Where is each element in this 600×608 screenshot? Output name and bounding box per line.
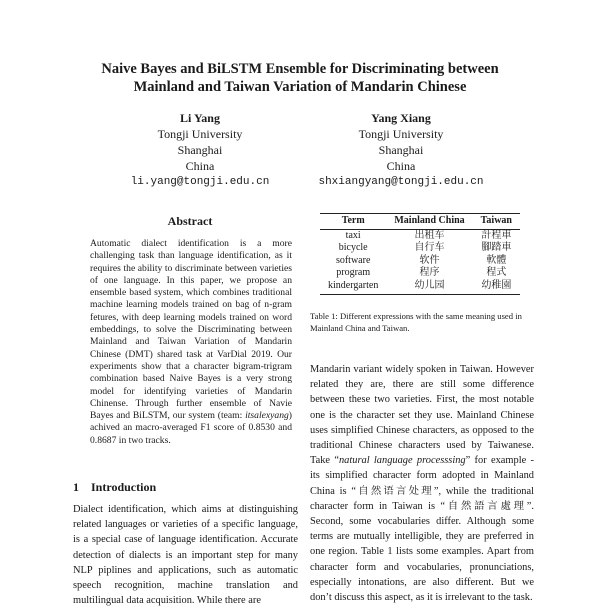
abstract-part-2: ) achived an macro-averaged F1 score of 0.8530 and 0.8687 in two tracks. <box>90 410 292 446</box>
table-cell: 幼儿园 <box>386 280 472 295</box>
author-email: shxiangyang@tongji.edu.cn <box>318 176 484 188</box>
table-row <box>320 267 520 280</box>
right-part-2: ” for example - its simplified character form adopted in Mainland China is “自然语言处理”, while the traditional character form in Taiwan is “自然語言處理”. Second, some vocabularies differ. Although some terms are mutually intelligible, they are preferred in one region. Table 1 lists some examples. Apart from character form and vocabularies, pronunciations, especially intonations, are also different. But we don’t discuss this aspect, as it is irrelevant to the task. <box>310 455 534 604</box>
author-email: li.yang@tongji.edu.cn <box>130 176 270 188</box>
intro-continuation <box>310 362 534 605</box>
table-cell: software <box>335 254 371 266</box>
abstract-part-1: Automatic dialect identification is a more challenging task than language identification, as it requires the ability to discriminate between varieties of one language. In this paper, we propose an ensemble based system, which combines traditional machine learning models trained on bag of n-gram fetures, with deep learning models trained on word embeddings, to solve the Discriminating between Mainland and Taiwan Variation of Mandarin Chinese (DMT) shared task at VarDial 2019. Our experiments show that a character bigram-trigram combination based Naive Bayes is a very strong model for identifying varieties of Mandarin Chinense. Through further ensemble of Navie Bayes and BiLSTM, our system (team: <box>90 238 292 422</box>
table-row <box>320 229 520 242</box>
table-row <box>320 280 520 295</box>
author-name: Yang Xiang <box>371 111 431 125</box>
table-cell: 計程車 <box>481 229 512 241</box>
table-header: Taiwan <box>473 214 520 230</box>
table-cell: program <box>336 267 371 278</box>
table-cell: kindergarten <box>320 280 386 295</box>
section-title: Introduction <box>91 480 157 494</box>
table-cell: 程式 <box>486 267 507 278</box>
right-part-1: Mandarin variant widely spoken in Taiwan. However related they are, there are still some difference between these two varieties. First, the most notable one is the character set they use. Mainland Chinese uses simplified Chinese characters, as opposed to the traditional Chinese characters used by Taiwanese. Take “ <box>310 364 534 467</box>
table-cell: 出租车 <box>414 229 445 241</box>
author-affiliation: Tongji University <box>358 127 444 141</box>
abstract-heading: Abstract <box>167 214 213 228</box>
table-cell: 軟體 <box>486 254 507 266</box>
table-cell: 自行车 <box>414 242 445 253</box>
table-cell: 腳踏車 <box>481 242 512 253</box>
table-cell: 幼稚園 <box>473 280 520 295</box>
title-line-2: Mainland and Taiwan Variation of Mandarin Chinese <box>133 79 467 95</box>
section-heading <box>73 480 156 495</box>
author-affiliation: Tongji University <box>157 127 243 141</box>
author-block-1 <box>100 110 300 190</box>
table-cell: taxi <box>345 229 361 241</box>
author-city: Shanghai <box>378 143 424 157</box>
abstract-text <box>90 238 292 447</box>
intro-paragraph: Dialect identification, which aims at distinguishing related languages or varieties of a specific language, is a special case of language identification. Accurate detection of dialects is an important step for many NLP piplines and applications, such as automatic speech recognition, machine translation and multilingual data acquisition. While there are <box>73 504 298 607</box>
title-line-1: Naive Bayes and BiLSTM Ensemble for Discriminating between <box>101 61 499 77</box>
table-cell: bicycle <box>338 242 368 253</box>
table-row <box>320 255 520 268</box>
table-caption: Table 1: Different expressions with the same meaning used in Mainland China and Taiwan. <box>310 311 522 333</box>
table-cell: 软件 <box>419 254 440 266</box>
author-city: Shanghai <box>177 143 223 157</box>
table-cell: 程序 <box>419 267 440 278</box>
paper-title <box>40 60 560 96</box>
section-number: 1 <box>73 480 79 494</box>
author-name: Li Yang <box>180 111 220 125</box>
terms-table <box>320 213 520 295</box>
right-emphasis: natural language processsing <box>338 455 466 467</box>
table-header: Mainland China <box>386 214 472 230</box>
author-country: China <box>185 159 215 173</box>
table-header: Term <box>320 214 386 230</box>
author-country: China <box>386 159 416 173</box>
table-row <box>320 242 520 255</box>
author-block-2 <box>301 110 501 190</box>
table-header-row <box>320 214 520 230</box>
abstract-team-name: itsalexyang <box>245 410 289 422</box>
